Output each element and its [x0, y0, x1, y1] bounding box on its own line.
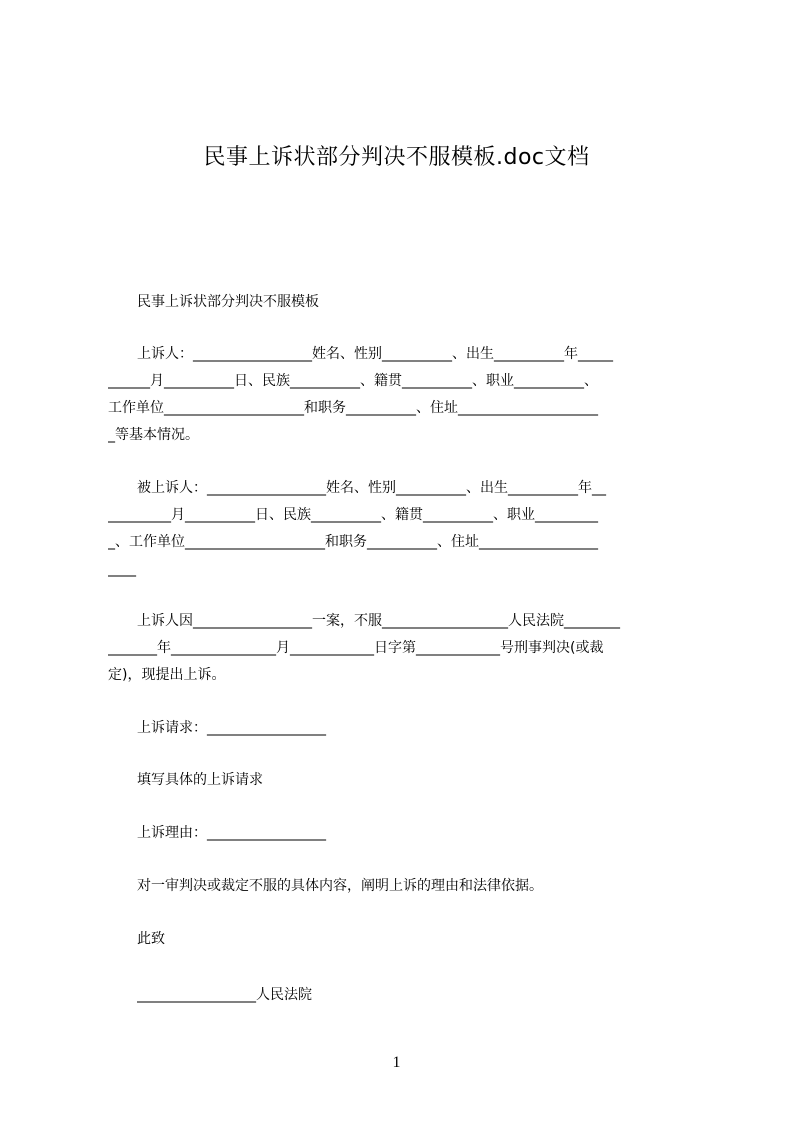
case-line-2: _______年_______________月____________日字第____________号刑事判决(或裁	[108, 640, 604, 656]
case-line-1: 上诉人因_________________一案，不服__________________人民法院________	[137, 613, 620, 629]
appeal-request-note: 填写具体的上诉请求	[137, 772, 263, 788]
document-heading: 民事上诉状部分判决不服模板	[137, 294, 319, 310]
appellee-line-4: ____	[108, 561, 136, 577]
case-line-3: 定)，现提出上诉。	[108, 667, 226, 683]
appeal-request-label: 上诉请求：_________________	[137, 720, 326, 736]
appellee-line-1: 被上诉人：_________________姓名、性别__________、出生__________年__	[137, 480, 606, 496]
appellant-line-4: _等基本情况。	[108, 427, 199, 443]
appellee-line-2: _________月__________日、民族__________、籍贯__________、职业_________	[108, 507, 598, 523]
closing-text: 此致	[137, 931, 165, 947]
appellant-line-2: ______月__________日、民族__________、籍贯__________、职业__________、	[108, 373, 598, 389]
page-number: 1	[392, 1054, 401, 1071]
document-title: 民事上诉状部分判决不服模板.doc文档	[203, 145, 590, 170]
court-name: _________________人民法院	[137, 987, 312, 1003]
appellant-line-1: 上诉人：_________________姓名、性别__________、出生__________年_____	[137, 346, 613, 362]
appeal-reason-label: 上诉理由：_________________	[137, 825, 326, 841]
appellee-line-3: _、工作单位____________________和职务__________、住址_________________	[108, 534, 598, 550]
appellant-line-3: 工作单位____________________和职务__________、住址____________________	[108, 400, 598, 416]
appeal-reason-note: 对一审判决或裁定不服的具体内容，阐明上诉的理由和法律依据。	[137, 878, 543, 894]
